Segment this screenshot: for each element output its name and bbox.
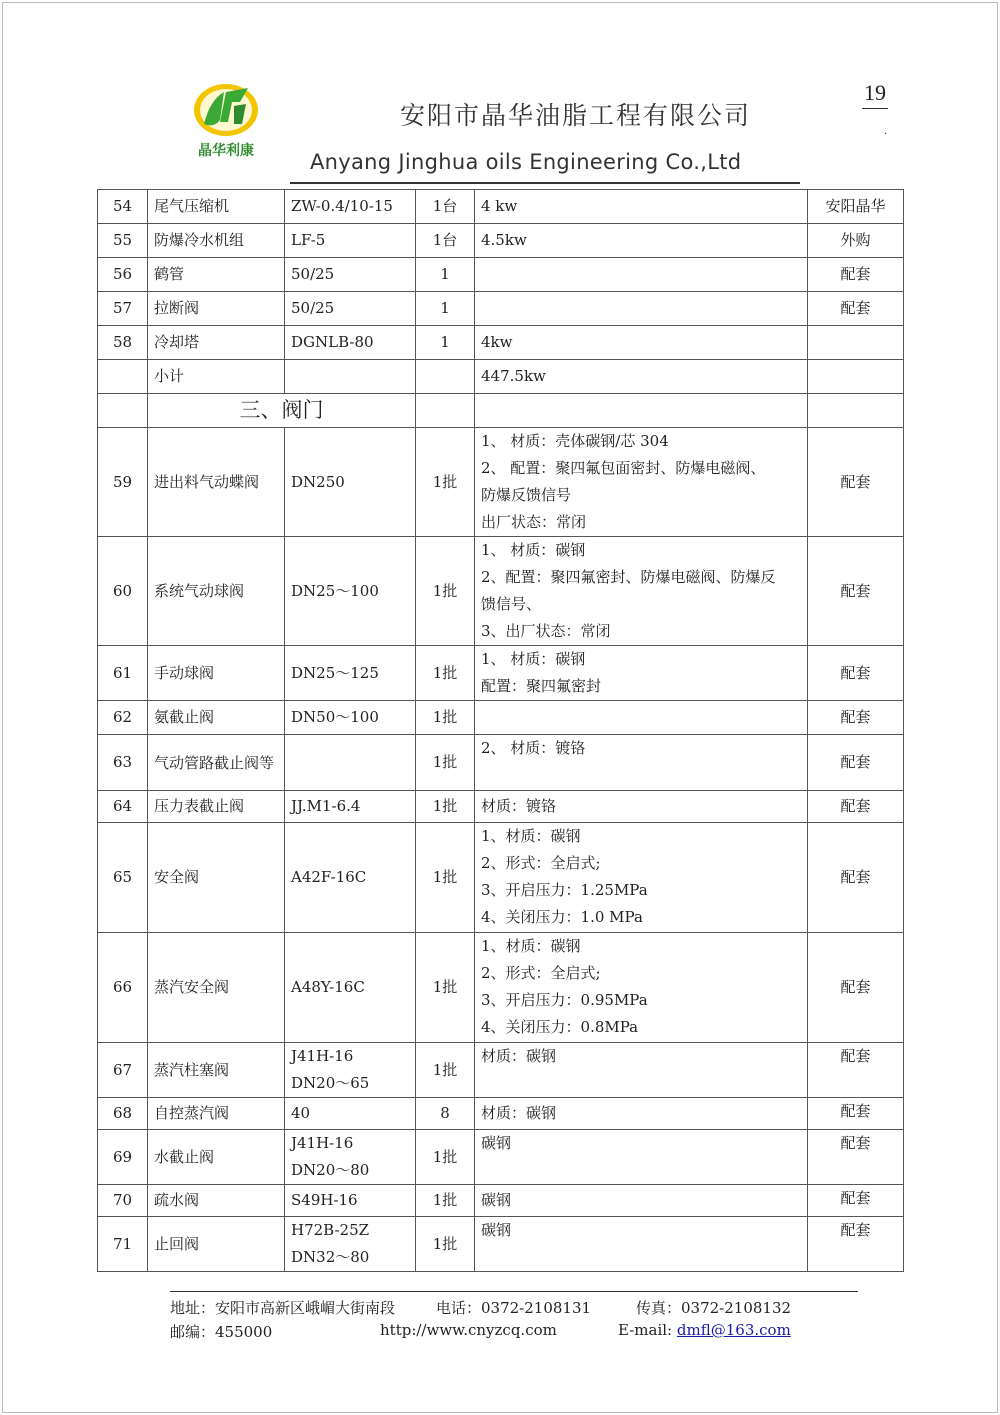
table-row: [98, 1098, 904, 1130]
item-quantity: 1批: [416, 428, 475, 537]
row-number: 69: [98, 1130, 148, 1185]
item-supply: 配套: [808, 823, 904, 933]
table-row: [98, 360, 904, 394]
item-model: [285, 360, 416, 394]
item-spec: [475, 292, 808, 326]
item-spec: [475, 1130, 808, 1185]
item-spec-line: 1、材质：碳钢: [481, 827, 581, 845]
footer-postcode: 邮编：455000: [170, 1323, 273, 1341]
item-spec-line: 4、关闭压力：1.0 MPa: [481, 908, 643, 926]
item-model-line: DN50～100: [291, 708, 379, 726]
logo-text: 晶华利康: [198, 143, 254, 159]
row-number: 71: [98, 1217, 148, 1272]
page-number: 19: [862, 80, 888, 109]
header-divider: [290, 182, 800, 184]
table-row: [98, 258, 904, 292]
item-supply: 外购: [808, 224, 904, 258]
table-row: [98, 537, 904, 646]
item-name: 拉断阀: [148, 292, 285, 326]
item-model: [285, 933, 416, 1043]
item-name: 冷却塔: [148, 326, 285, 360]
item-spec-line: 配置：聚四氟密封: [481, 677, 602, 695]
item-supply: 安阳晶华: [808, 190, 904, 224]
item-name: 鹤管: [148, 258, 285, 292]
item-spec: [475, 1217, 808, 1272]
item-model: [285, 1130, 416, 1185]
row-number: 61: [98, 646, 148, 701]
row-number: 56: [98, 258, 148, 292]
item-model: [285, 646, 416, 701]
item-spec: [475, 537, 808, 646]
item-supply: 配套: [808, 646, 904, 701]
section-title: 三、阀门: [148, 394, 416, 428]
item-spec-line: 4 kw: [481, 197, 518, 215]
item-spec-line: 3、出厂状态：常闭: [481, 622, 611, 640]
row-number: 60: [98, 537, 148, 646]
section-empty-cell: [416, 394, 475, 428]
equipment-table: [97, 189, 904, 1272]
item-supply: 配套: [808, 1217, 904, 1272]
row-number: 58: [98, 326, 148, 360]
item-spec-line: 出厂状态：常闭: [481, 513, 587, 531]
item-name: 防爆冷水机组: [148, 224, 285, 258]
table-row: [98, 224, 904, 258]
item-spec-line: 3、开启压力：0.95MPa: [481, 991, 648, 1009]
table-row: [98, 823, 904, 933]
row-number: 63: [98, 735, 148, 791]
item-quantity: 1: [416, 326, 475, 360]
item-supply: 配套: [808, 791, 904, 823]
item-supply: 配套: [808, 537, 904, 646]
item-model-line: J41H-16: [291, 1047, 354, 1065]
item-spec-line: 2、形式：全启式;: [481, 854, 601, 872]
item-model: [285, 791, 416, 823]
item-model: [285, 537, 416, 646]
item-name: 氨截止阀: [148, 701, 285, 735]
item-quantity: 1批: [416, 933, 475, 1043]
table-row: [98, 1130, 904, 1185]
item-quantity: 1: [416, 292, 475, 326]
item-model-line: DN25～125: [291, 663, 379, 682]
item-model-line: DN20～80: [291, 1161, 370, 1179]
item-quantity: 1批: [416, 1130, 475, 1185]
item-quantity: [416, 360, 475, 394]
row-number: 54: [98, 190, 148, 224]
item-spec-line: 4.5kw: [481, 231, 527, 249]
item-model-line: ZW-0.4/10-15: [291, 197, 393, 215]
item-spec-line: 防爆反馈信号: [481, 486, 572, 504]
company-name-en: Anyang Jinghua oils Engineering Co.,Ltd: [310, 150, 742, 174]
item-model-line: DN250: [291, 472, 345, 491]
item-quantity: 1批: [416, 646, 475, 701]
item-model-line: A42F-16C: [291, 868, 367, 886]
item-name: 手动球阀: [148, 646, 285, 701]
item-name: 水截止阀: [148, 1130, 285, 1185]
item-model: [285, 1043, 416, 1098]
item-supply: [808, 326, 904, 360]
item-spec-line: 4、关闭压力：0.8MPa: [481, 1018, 639, 1036]
table-row: [98, 1185, 904, 1217]
item-model: [285, 292, 416, 326]
item-name: 小计: [148, 360, 285, 394]
item-spec-line: 材质：碳钢: [481, 1104, 557, 1122]
item-model: [285, 735, 416, 791]
item-spec: [475, 791, 808, 823]
item-spec: [475, 258, 808, 292]
item-spec-line: 材质：镀铬: [481, 797, 557, 815]
item-model-line: 40: [291, 1104, 311, 1122]
row-number: 55: [98, 224, 148, 258]
item-supply: 配套: [808, 1185, 904, 1217]
company-name-cn: 安阳市晶华油脂工程有限公司: [400, 101, 752, 130]
item-spec-line: 1、 材质：碳钢: [481, 541, 586, 559]
item-supply: 配套: [808, 258, 904, 292]
item-quantity: 1批: [416, 701, 475, 735]
logo-mark-icon: [190, 80, 262, 140]
item-model-line: DN25～100: [291, 581, 379, 600]
item-spec: [475, 933, 808, 1043]
item-spec-line: 447.5kw: [481, 367, 546, 385]
item-model: [285, 1217, 416, 1272]
item-spec: [475, 190, 808, 224]
item-spec-line: 2、形式：全启式;: [481, 964, 601, 982]
item-spec-line: 材质：碳钢: [481, 1047, 557, 1065]
item-model: [285, 224, 416, 258]
item-spec: [475, 701, 808, 735]
item-supply: 配套: [808, 701, 904, 735]
item-model-line: DN20～65: [291, 1074, 370, 1092]
item-supply: 配套: [808, 428, 904, 537]
footer-email: [618, 1321, 791, 1339]
item-spec-line: 馈信号、: [481, 595, 542, 613]
row-number: 59: [98, 428, 148, 537]
item-model: [285, 258, 416, 292]
item-spec: [475, 1098, 808, 1130]
item-spec: [475, 326, 808, 360]
item-quantity: 1批: [416, 1217, 475, 1272]
item-model-line: H72B-25Z: [291, 1221, 370, 1239]
item-name: 压力表截止阀: [148, 791, 285, 823]
row-number: 68: [98, 1098, 148, 1130]
item-name: 蒸汽柱塞阀: [148, 1043, 285, 1098]
item-model-line: 50/25: [291, 265, 335, 283]
item-name: 蒸汽安全阀: [148, 933, 285, 1043]
item-spec-line: 1、材质：碳钢: [481, 937, 581, 955]
table-row: [98, 701, 904, 735]
item-spec-line: 3、开启压力：1.25MPa: [481, 881, 648, 899]
item-model-line: A48Y-16C: [291, 978, 365, 996]
table-row: [98, 646, 904, 701]
footer-address: 地址：安阳市高新区峨嵋大街南段: [170, 1299, 396, 1317]
item-spec: [475, 1185, 808, 1217]
item-quantity: 1批: [416, 537, 475, 646]
table-row: [98, 428, 904, 537]
item-model: [285, 701, 416, 735]
footer-email-label: E-mail:: [618, 1321, 673, 1339]
item-quantity: 8: [416, 1098, 475, 1130]
item-name: 进出料气动蝶阀: [148, 428, 285, 537]
item-model: [285, 823, 416, 933]
footer-fax: 传真：0372-2108132: [636, 1299, 792, 1317]
item-model-line: J41H-16: [291, 1134, 354, 1152]
table-row: [98, 933, 904, 1043]
item-model: [285, 1185, 416, 1217]
item-model-line: DN32～80: [291, 1248, 370, 1266]
table-body: [98, 190, 904, 1272]
item-name: 尾气压缩机: [148, 190, 285, 224]
item-spec-line: 碳钢: [481, 1191, 512, 1209]
item-spec: [475, 360, 808, 394]
table-row: [98, 326, 904, 360]
item-supply: 配套: [808, 1043, 904, 1098]
item-model-line: S49H-16: [291, 1191, 358, 1209]
item-spec: [475, 1043, 808, 1098]
item-quantity: 1批: [416, 1043, 475, 1098]
footer-phone: 电话：0372-2108131: [436, 1299, 592, 1317]
item-spec: [475, 224, 808, 258]
table-row: [98, 735, 904, 791]
item-quantity: 1批: [416, 1185, 475, 1217]
item-model-line: DGNLB-80: [291, 333, 374, 351]
item-model: [285, 326, 416, 360]
item-spec: [475, 823, 808, 933]
table-row: [98, 190, 904, 224]
item-spec-line: 碳钢: [481, 1221, 512, 1239]
row-number: 65: [98, 823, 148, 933]
item-name: 系统气动球阀: [148, 537, 285, 646]
item-supply: [808, 360, 904, 394]
page-dot: .: [884, 126, 888, 137]
row-number: 67: [98, 1043, 148, 1098]
item-supply: 配套: [808, 735, 904, 791]
item-quantity: 1批: [416, 791, 475, 823]
email-link[interactable]: dmfl@163.com: [676, 1321, 791, 1339]
item-spec-line: 1、 材质：碳钢: [481, 650, 586, 668]
item-model-line: 50/25: [291, 299, 335, 317]
section-empty-cell: [808, 394, 904, 428]
item-spec: [475, 646, 808, 701]
row-number: [98, 360, 148, 394]
item-spec-line: 2、配置：聚四氟密封、防爆电磁阀、防爆反: [481, 568, 776, 586]
company-logo: [186, 80, 266, 166]
item-spec-line: 1、 材质：壳体碳钢/芯 304: [481, 432, 669, 450]
footer-website: http://www.cnyzcq.com: [380, 1321, 557, 1339]
item-model: [285, 1098, 416, 1130]
table-row: [98, 791, 904, 823]
item-name: 疏水阀: [148, 1185, 285, 1217]
item-model-line: JJ.M1-6.4: [291, 797, 361, 815]
row-number: 57: [98, 292, 148, 326]
item-model: [285, 190, 416, 224]
table-row: [98, 1043, 904, 1098]
table-row: [98, 292, 904, 326]
item-supply: 配套: [808, 1130, 904, 1185]
item-name: 气动管路截止阀等: [148, 735, 285, 791]
item-spec-line: 2、 材质：镀铬: [481, 739, 586, 757]
footer-divider: [170, 1291, 858, 1292]
item-spec-line: 碳钢: [481, 1134, 512, 1152]
item-supply: 配套: [808, 292, 904, 326]
row-number: 70: [98, 1185, 148, 1217]
item-quantity: 1台: [416, 224, 475, 258]
section-header-row: [98, 394, 904, 428]
item-spec-line: 4kw: [481, 333, 513, 351]
item-quantity: 1批: [416, 735, 475, 791]
item-quantity: 1: [416, 258, 475, 292]
item-supply: 配套: [808, 1098, 904, 1130]
table-row: [98, 1217, 904, 1272]
item-name: 安全阀: [148, 823, 285, 933]
item-name: 自控蒸汽阀: [148, 1098, 285, 1130]
item-name: 止回阀: [148, 1217, 285, 1272]
item-spec: [475, 428, 808, 537]
row-number: 64: [98, 791, 148, 823]
item-quantity: 1台: [416, 190, 475, 224]
item-supply: 配套: [808, 933, 904, 1043]
item-spec: [475, 735, 808, 791]
item-quantity: 1批: [416, 823, 475, 933]
section-empty-cell: [475, 394, 808, 428]
row-number: 66: [98, 933, 148, 1043]
section-empty-cell: [98, 394, 148, 428]
item-model: [285, 428, 416, 537]
row-number: 62: [98, 701, 148, 735]
item-spec-line: 2、 配置：聚四氟包面密封、防爆电磁阀、: [481, 459, 766, 477]
item-model-line: LF-5: [291, 231, 326, 249]
